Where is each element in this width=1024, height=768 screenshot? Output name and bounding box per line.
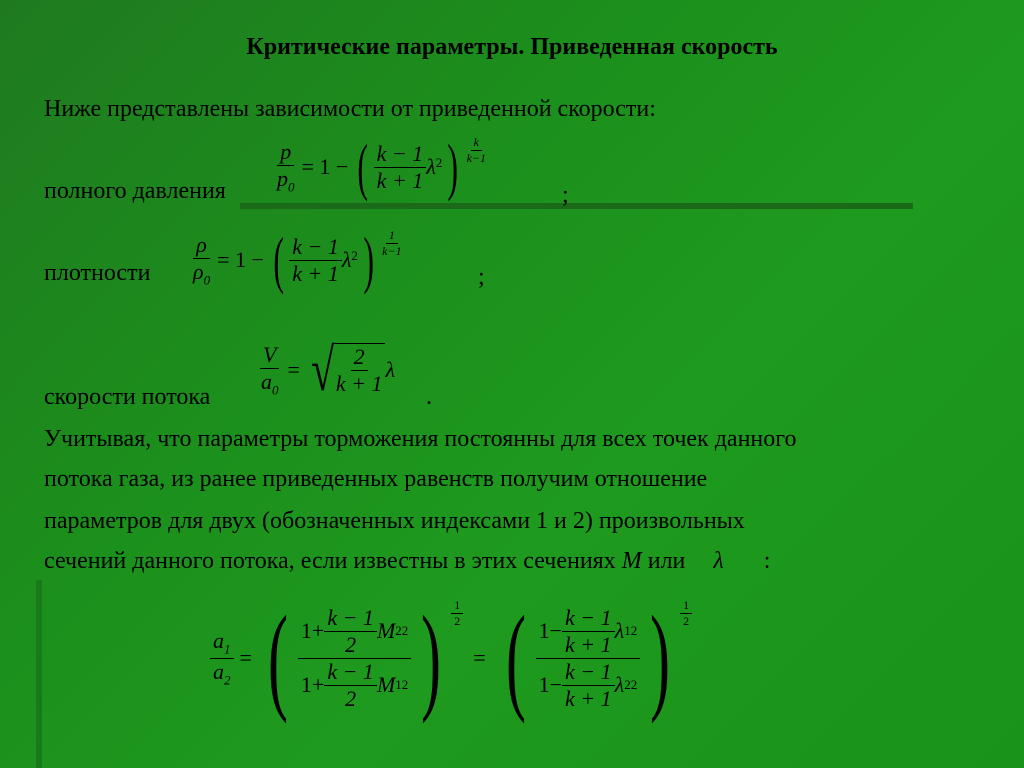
decorative-bar-left <box>36 580 42 768</box>
intro-text: Ниже представлены зависимости от приведенной скорости: <box>44 96 656 122</box>
paragraph-line-4: сечений данного потока, если известны в этих сечениях M или λ : <box>44 548 771 574</box>
decorative-bar-top <box>240 203 913 209</box>
density-label: плотности <box>44 260 151 286</box>
velocity-formula: $\frac{V}{a_0}$ = √ $\frac{2}{k + 1}$ λ <box>261 337 396 403</box>
density-formula: $\frac{\rho}{\rho_0}$ = 1 − ( $\frac{k - 1}{k + 1}$ λ 2 ) $\frac{1}{k-1}$ <box>193 224 402 295</box>
velocity-label: скорости потока <box>44 384 211 410</box>
ratio-formula: $\frac{a_1}{a_2}$ = ( 1+ $\frac{k - 1}{2}$ M 2 2 1+ $\frac{k - 1}{2}$ M 1 2 ) $\frac{1}{2}$ = ( 1− $\frac{k - 1}{k + 1}$ λ 1 2 1− $\frac{k - 1}{k + 1}$ λ 2 2 ) $\frac{1}{2}$ <box>210 598 692 718</box>
paragraph-line-1: Учитывая, что параметры торможения постоянны для всех точек данного <box>44 426 797 452</box>
paragraph-line-3: параметров для двух (обозначенных индексами 1 и 2) произвольных <box>44 508 745 534</box>
paragraph-line-2: потока газа, из ранее приведенных равенств получим отношение <box>44 466 708 492</box>
pressure-label: полного давления <box>44 178 226 204</box>
pressure-end: ; <box>562 182 569 208</box>
pressure-formula: $\frac{p}{p_0}$ = 1 − ( $\frac{k - 1}{k + 1}$ λ 2 ) $\frac{k}{k-1}$ <box>277 131 487 202</box>
slide-title: Критические параметры. Приведенная скорость <box>246 34 778 60</box>
density-end: ; <box>478 264 485 290</box>
velocity-end: . <box>426 384 432 410</box>
